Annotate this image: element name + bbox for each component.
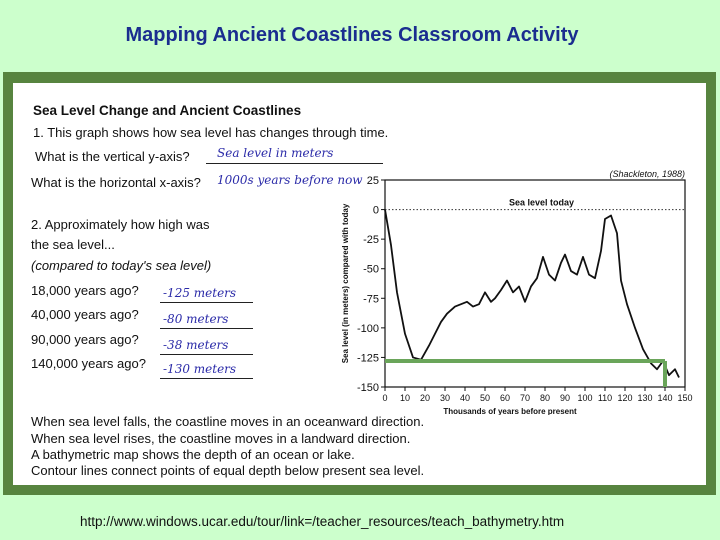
chart-x-tick-label: 90 xyxy=(559,393,571,403)
age-answer-2: -80 meters xyxy=(163,312,229,326)
note-2: When sea level rises, the coastline moves in a landward direction. xyxy=(31,431,411,446)
chart-x-tick-label: 140 xyxy=(657,393,673,403)
chart-x-tick-label: 80 xyxy=(539,393,551,403)
worksheet-heading: Sea Level Change and Ancient Coastlines xyxy=(33,103,302,118)
age-question-3: 90,000 years ago? xyxy=(31,332,139,347)
chart-y-tick-label: -50 xyxy=(363,263,379,276)
chart-x-tick-label: 50 xyxy=(479,393,491,403)
chart-x-tick-label: 130 xyxy=(637,393,653,403)
age-answer-2-line xyxy=(160,328,253,329)
question-2-line1: 2. Approximately how high was xyxy=(31,217,210,232)
question-2-line3: (compared to today's sea level) xyxy=(31,258,212,273)
chart-x-tick-label: 120 xyxy=(617,393,633,403)
sea-level-today-label: Sea level today xyxy=(509,197,575,208)
age-answer-3: -38 meters xyxy=(163,338,229,352)
chart-y-tick-label: 0 xyxy=(372,204,379,217)
age-answer-1: -125 meters xyxy=(163,286,237,300)
chart-x-tick-label: 70 xyxy=(519,393,531,403)
age-answer-4-line xyxy=(160,378,253,379)
answer-1a: Sea level in meters xyxy=(217,146,334,160)
chart-y-axis-label: Sea level (in meters) compared with today xyxy=(341,203,350,364)
chart-x-tick-label: 0 xyxy=(382,393,388,403)
age-question-1: 18,000 years ago? xyxy=(31,283,139,298)
chart-y-tick-label: -125 xyxy=(356,352,379,365)
question-2-line2: the sea level... xyxy=(31,237,115,252)
age-question-2: 40,000 years ago? xyxy=(31,307,139,322)
chart-x-axis-label: Thousands of years before present xyxy=(443,407,577,415)
footer-url[interactable]: http://www.windows.ucar.edu/tour/link=/teacher_resources/teach_bathymetry.htm xyxy=(80,514,565,529)
age-answer-1-line xyxy=(160,302,253,303)
chart-source: (Shackleton, 1988) xyxy=(609,169,685,179)
chart-x-tick-label: 110 xyxy=(597,393,613,403)
age-question-4: 140,000 years ago? xyxy=(31,356,146,371)
answer-1b: 1000s years before now xyxy=(217,173,363,187)
chart-y-tick-label: 25 xyxy=(366,175,379,187)
chart-y-tick-label: -25 xyxy=(363,234,379,247)
chart-y-tick-label: -75 xyxy=(363,293,379,306)
slide-title: Mapping Ancient Coastlines Classroom Activity xyxy=(125,24,579,46)
chart-x-tick-label: 40 xyxy=(459,393,471,403)
chart-x-tick-label: 10 xyxy=(399,393,411,403)
note-1: When sea level falls, the coastline moves in an oceanward direction. xyxy=(31,414,425,429)
sea-level-chart xyxy=(330,85,700,415)
age-answer-3-line xyxy=(160,354,253,355)
question-1: 1. This graph shows how sea level has changes through time. xyxy=(33,125,389,140)
note-3: A bathymetric map shows the depth of an ocean or lake. xyxy=(31,447,355,462)
chart-x-tick-label: 100 xyxy=(577,393,593,403)
chart-x-tick-label: 20 xyxy=(419,393,431,403)
chart-x-tick-label: 30 xyxy=(439,393,451,403)
question-1a: What is the vertical y-axis? xyxy=(35,149,190,164)
chart-x-tick-label: 150 xyxy=(677,393,693,403)
chart-y-tick-label: -150 xyxy=(356,382,379,394)
question-1b: What is the horizontal x-axis? xyxy=(31,175,201,190)
age-answer-4: -130 meters xyxy=(163,362,237,376)
note-4: Contour lines connect points of equal depth below present sea level. xyxy=(31,463,425,478)
chart-plot-frame xyxy=(385,180,685,387)
chart-x-tick-label: 60 xyxy=(499,393,511,403)
chart-y-tick-label: -100 xyxy=(356,322,379,335)
chart-sea-level-series xyxy=(385,210,679,378)
